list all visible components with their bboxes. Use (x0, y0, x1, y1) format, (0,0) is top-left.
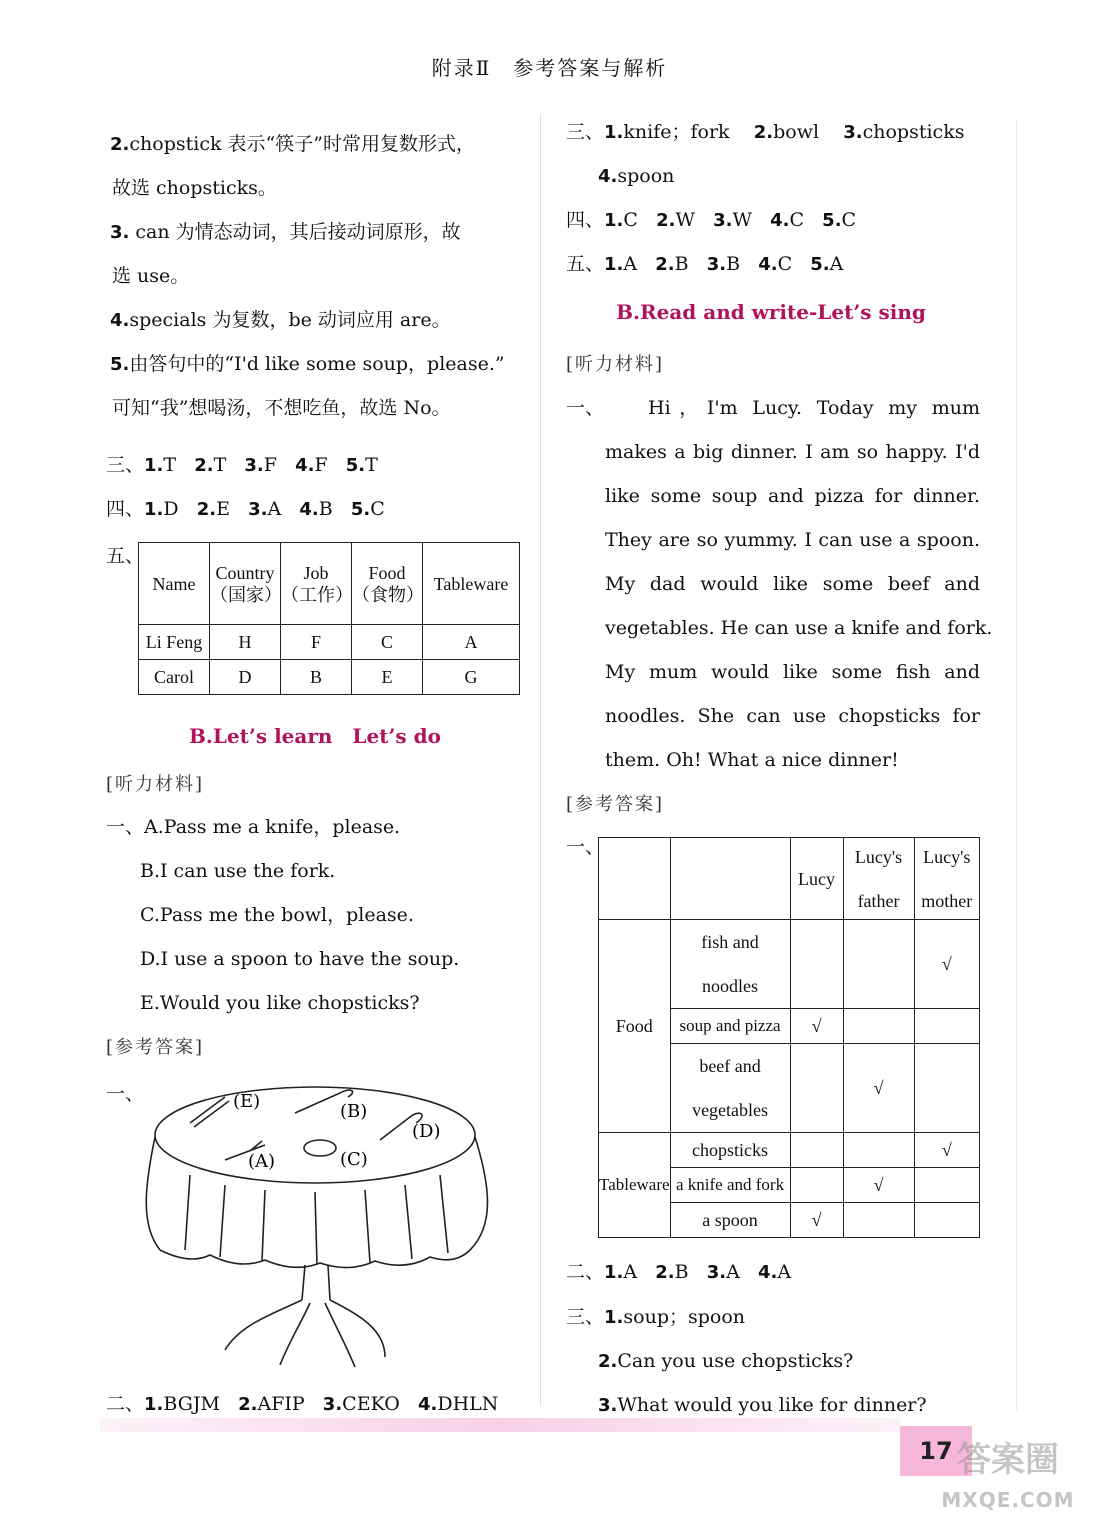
chopsticks-drawing (190, 1097, 229, 1127)
cell: H (210, 625, 281, 660)
table-illustration (130, 1075, 500, 1375)
tablecloth-folds (185, 1175, 448, 1265)
wu-prefix-left: 五、 (106, 545, 145, 567)
cell: Carol (139, 660, 210, 695)
explanation-3a: 3. can 为情态动词，其后接动词原形，故 (110, 221, 461, 243)
table-row (139, 625, 520, 660)
passage-prefix: 一、 (566, 397, 605, 419)
th-lucys-father: Lucy's father (843, 838, 914, 920)
dinner-table (598, 837, 980, 1238)
tablecloth-hem (160, 1250, 470, 1268)
table-row (599, 920, 980, 1009)
cell: F (281, 625, 352, 660)
explanation-4: 4.specials 为复数，be 动词应用 are。 (110, 309, 451, 331)
cell (843, 1009, 914, 1044)
th-lucys-mother: Lucy's mother (914, 838, 979, 920)
check-mark: √ (914, 920, 979, 1009)
item-soup-pizza: soup and pizza (670, 1009, 790, 1044)
cell: B (281, 660, 352, 695)
table-legs (225, 1300, 385, 1367)
answers-san-b-2: 2.Can you use chopsticks? (598, 1350, 854, 1372)
table-pedestal (302, 1265, 330, 1300)
label-d: (D) (412, 1121, 441, 1142)
answers-si-right: 四、1.C 2.W 3.W 4.C 5.C (566, 209, 857, 231)
answers-wu-right: 五、1.A 2.B 3.B 4.C 5.A (566, 253, 844, 275)
corner-cell (670, 838, 790, 920)
cell (843, 1133, 914, 1168)
cell (790, 1044, 843, 1133)
footer-band (100, 1418, 900, 1432)
th-food: Food （食物） (352, 543, 423, 625)
passage-line-5: My dad would like some beef and (605, 573, 980, 595)
passage-line-8: noodles. She can use chopsticks for (605, 705, 980, 727)
passage-line-9: them. Oh! What a nice dinner! (605, 749, 899, 771)
check-mark: √ (843, 1168, 914, 1203)
yi-prefix-left: 一、 (106, 1083, 145, 1105)
cell: C (352, 625, 423, 660)
check-mark: √ (914, 1133, 979, 1168)
cell (914, 1168, 979, 1203)
th-job: Job （工作） (281, 543, 352, 625)
cell (843, 1203, 914, 1238)
answers-san-right-1: 三、1.knife；fork 2.bowl 3.chopsticks (566, 121, 965, 143)
item-spoon: a spoon (670, 1203, 790, 1238)
label-c: (C) (340, 1149, 368, 1170)
explanation-5a: 5.由答句中的“I'd like some soup，please.” (110, 353, 505, 375)
group-tableware: Tableware (599, 1133, 671, 1238)
cell: A (423, 625, 520, 660)
cell (790, 1133, 843, 1168)
cell (790, 920, 843, 1009)
label-a: (A) (248, 1151, 276, 1172)
page-header: 附录Ⅱ 参考答案与解析 (431, 56, 668, 80)
label-e: (E) (233, 1091, 261, 1112)
answers-san-right-2: 4.spoon (598, 165, 675, 187)
passage-line-1: Hi，I'm Lucy. Today my mum (648, 397, 980, 419)
explanation-2a: 2.chopstick 表示“筷子”时常用复数形式， (110, 133, 475, 155)
watermark-logo: 答案圈 MXQE.COM (941, 1440, 1075, 1512)
section-title-right: B.Read and write-Let’s sing (616, 300, 926, 324)
passage-line-2: makes a big dinner. I am so happy. I'd (605, 441, 980, 463)
info-table (138, 542, 520, 695)
check-mark: √ (790, 1203, 843, 1238)
cell (790, 1168, 843, 1203)
passage-line-4: They are so yummy. I can use a spoon. (605, 529, 980, 551)
passage-line-7: My mum would like some fish and (605, 661, 980, 683)
passage-line-3: like some soup and pizza for dinner. (605, 485, 980, 507)
bowl-drawing (304, 1140, 336, 1156)
listening-line-c: C.Pass me the bowl，please. (140, 904, 414, 926)
th-country: Country （国家） (210, 543, 281, 625)
answers-san-left: 三、1.T 2.T 3.F 4.F 5.T (106, 454, 378, 476)
th-tableware: Tableware (423, 543, 520, 625)
answers-san-b-1: 三、1.soup；spoon (566, 1306, 746, 1328)
explanation-3b: 选 use。 (112, 265, 190, 287)
cell (914, 1009, 979, 1044)
listening-label-right: [听力材料] (566, 354, 665, 375)
section-title-left: B.Let’s learn Let’s do (189, 724, 441, 748)
listening-line-d: D.I use a spoon to have the soup. (140, 948, 460, 970)
listening-line-a: 一、A.Pass me a knife，please. (106, 816, 401, 838)
cell: E (352, 660, 423, 695)
explanation-2b: 故选 chopsticks。 (112, 177, 277, 199)
cell: D (210, 660, 281, 695)
check-mark: √ (790, 1009, 843, 1044)
yi-prefix-right: 一、 (566, 836, 605, 858)
answers-san-b-3: 3.What would you like for dinner? (598, 1394, 927, 1416)
explanation-5b: 可知“我”想喝汤，不想吃鱼，故选 No。 (112, 397, 451, 419)
cell: Li Feng (139, 625, 210, 660)
passage-line-6: vegetables. He can use a knife and fork. (605, 617, 993, 639)
column-divider (540, 115, 541, 1405)
item-beef-vegetables: beef and vegetables (670, 1044, 790, 1133)
corner-cell (599, 838, 671, 920)
label-b: (B) (340, 1101, 368, 1122)
answers-si-left: 四、1.D 2.E 3.A 4.B 5.C (106, 498, 385, 520)
right-margin-rule (1016, 120, 1017, 1410)
item-chopsticks: chopsticks (670, 1133, 790, 1168)
cell (914, 1044, 979, 1133)
table-row (139, 660, 520, 695)
table-row (599, 1133, 980, 1168)
listening-line-b: B.I can use the fork. (140, 860, 336, 882)
answer-label-right: [参考答案] (566, 794, 665, 815)
answers-er-left: 二、1.BGJM 2.AFIP 3.CEKO 4.DHLN (106, 1393, 499, 1415)
th-name: Name (139, 543, 210, 625)
cell: G (423, 660, 520, 695)
group-food: Food (599, 920, 671, 1133)
answers-er-right: 二、1.A 2.B 3.A 4.A (566, 1261, 792, 1283)
listening-line-e: E.Would you like chopsticks? (140, 992, 420, 1014)
th-lucy: Lucy (790, 838, 843, 920)
listening-label-left: [听力材料] (106, 774, 205, 795)
answer-label-left: [参考答案] (106, 1037, 205, 1058)
check-mark: √ (843, 1044, 914, 1133)
item-knife-fork: a knife and fork (670, 1168, 790, 1203)
cell (843, 920, 914, 1009)
cell (914, 1203, 979, 1238)
item-fish-noodles: fish and noodles (670, 920, 790, 1009)
page-number: 17 (900, 1426, 972, 1476)
